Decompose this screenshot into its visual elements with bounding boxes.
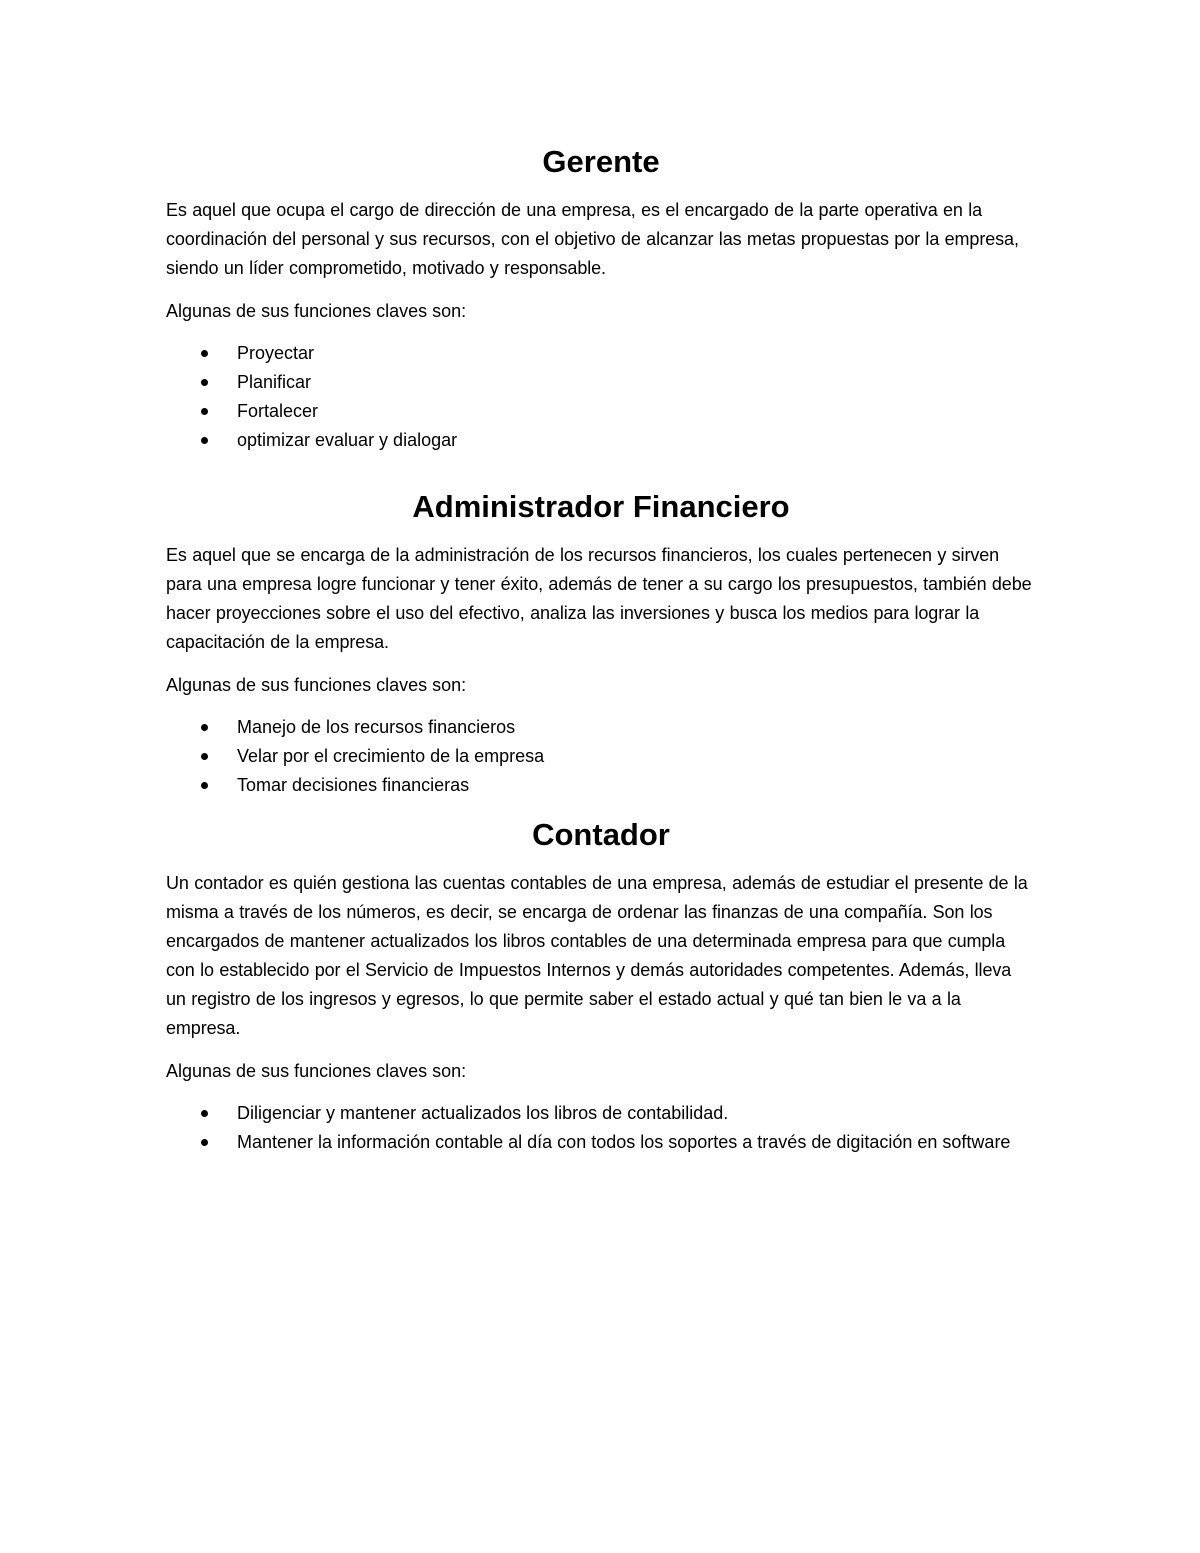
bullet-icon — [201, 1139, 208, 1146]
intro-contador: Algunas de sus funciones claves son: — [166, 1061, 467, 1081]
bullet-icon — [201, 379, 208, 386]
bullet-list-gerente — [166, 339, 1036, 455]
list-item-text: Tomar decisiones financieras — [237, 775, 470, 795]
list-item — [166, 368, 1036, 397]
list-item-text: Diligenciar y mantener actualizados los libros de contabilidad. — [237, 1103, 729, 1123]
bullet-icon — [201, 1110, 208, 1117]
paragraph-gerente: Es aquel que ocupa el cargo de dirección de una empresa, es el encargado de la parte operativa en la coordinación del personal y sus recursos, con el objetivo de alcanzar las metas propuestas por la empresa, siendo un líder comprometido, motivado y responsable. — [166, 200, 1019, 278]
list-item-text: Mantener la información contable al día con todos los soportes a través de digitación en software — [237, 1132, 1011, 1152]
bullet-icon — [201, 782, 208, 789]
intro-gerente: Algunas de sus funciones claves son: — [166, 301, 467, 321]
list-item — [166, 713, 1036, 742]
bullet-list-administrador — [166, 713, 1036, 800]
bullet-icon — [201, 753, 208, 760]
list-item — [166, 1099, 1036, 1128]
paragraph-administrador: Es aquel que se encarga de la administración de los recursos financieros, los cuales pertenecen y sirven para una empresa logre funcionar y tener éxito, además de tener a su cargo los presupuestos, también debe hacer proyecciones sobre el uso del efectivo, analiza las inversiones y busca los medios para lograr la capacitación de la empresa. — [166, 545, 1032, 652]
list-item — [166, 742, 1036, 771]
list-item — [166, 1128, 1036, 1157]
section-title-gerente: Gerente — [542, 144, 660, 179]
list-item — [166, 397, 1036, 426]
list-item-text: optimizar evaluar y dialogar — [237, 430, 458, 450]
list-item-text: Velar por el crecimiento de la empresa — [237, 746, 545, 766]
bullet-icon — [201, 437, 208, 444]
section-administrador-financiero — [166, 485, 1036, 800]
section-gerente — [166, 140, 1036, 455]
paragraph-contador: Un contador es quién gestiona las cuentas contables de una empresa, además de estudiar el presente de la misma a través de los números, es decir, se encarga de ordenar las finanzas de una compañía. Son los encargados de mantener actualizados los libros contables de una determinada empresa para que cumpla con lo establecido por el Servicio de Impuestos Internos y demás autoridades competentes. Además, lleva un registro de los ingresos y egresos, lo que permite saber el estado actual y qué tan bien le va a la empresa. — [166, 873, 1028, 1038]
list-item-text: Planificar — [237, 372, 312, 392]
bullet-icon — [201, 408, 208, 415]
section-title-administrador: Administrador Financiero — [412, 489, 790, 524]
intro-administrador: Algunas de sus funciones claves son: — [166, 675, 467, 695]
list-item-text: Fortalecer — [237, 401, 319, 421]
list-item-text: Manejo de los recursos financieros — [237, 717, 516, 737]
list-item — [166, 771, 1036, 800]
list-item-text: Proyectar — [237, 343, 315, 363]
section-title-contador: Contador — [532, 817, 670, 852]
list-item — [166, 426, 1036, 455]
bullet-list-contador — [166, 1099, 1036, 1157]
section-contador — [166, 813, 1036, 1157]
bullet-icon — [201, 350, 208, 357]
list-item — [166, 339, 1036, 368]
bullet-icon — [201, 724, 208, 731]
document-content — [166, 140, 1036, 1157]
